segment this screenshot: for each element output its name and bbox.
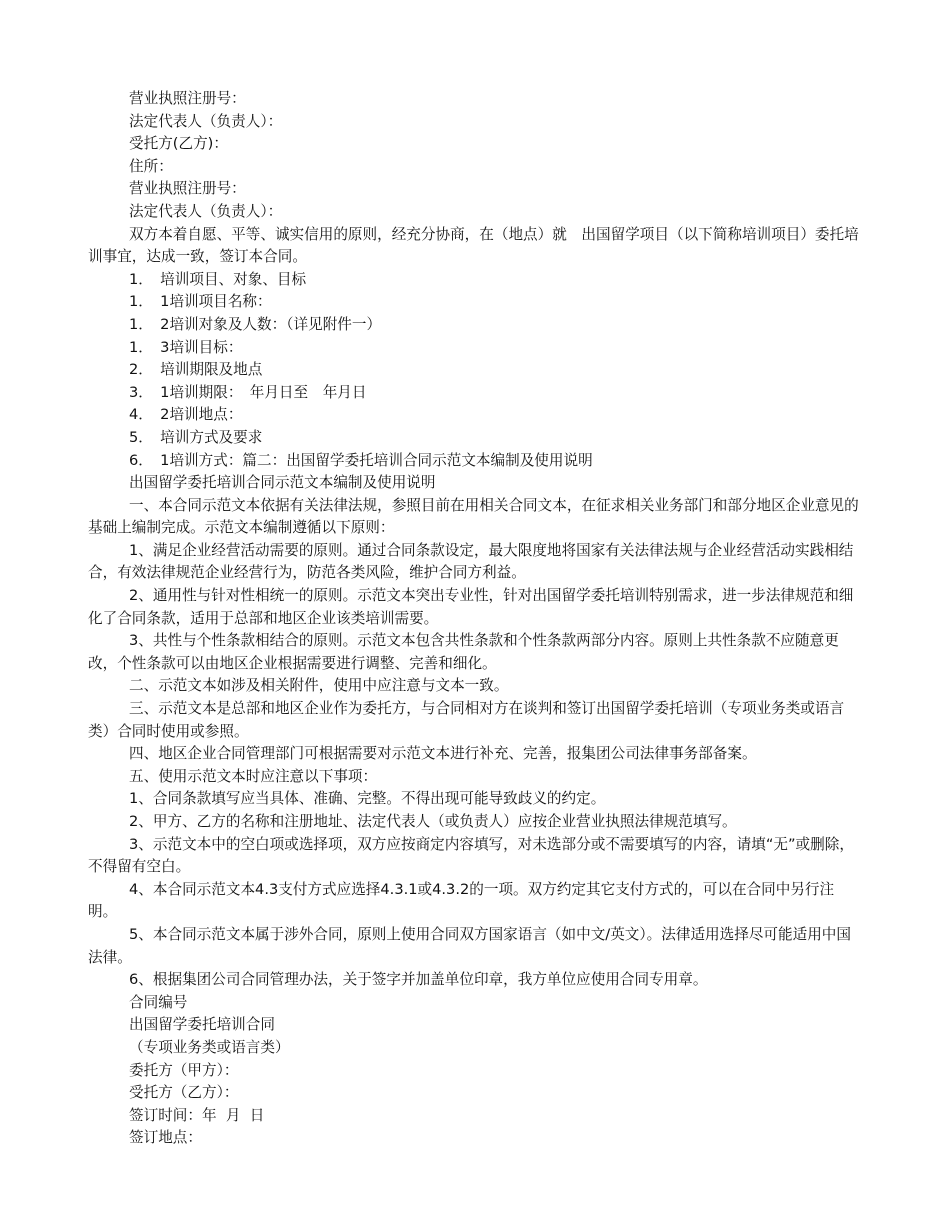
contract-title: 出国留学委托培训合同 — [129, 1016, 275, 1034]
paragraph: 4、本合同示范文本4.3支付方式应选择4.3.1或4.3.2的一项。双方约定其它支付方式的，可以在合同中另行注明。 — [88, 880, 835, 921]
paragraph: 3、示范文本中的空白项或选择项，双方应按商定内容填写，对未选部分或不需要填写的内容，请填“无”或删除，不得留有空白。 — [88, 835, 854, 876]
section-heading: 5． 培训方式及要求 — [129, 428, 263, 446]
paragraph: 二、示范文本如涉及相关附件，使用中应注意与文本一致。 — [129, 677, 509, 695]
text-line: 委托方（甲方）： — [129, 1061, 239, 1079]
section-heading: 2． 培训期限及地点 — [129, 361, 263, 379]
text-line: 1． 3培训目标： — [129, 338, 243, 356]
paragraph: 1、合同条款填写应当具体、准确、完整。不得出现可能导致歧义的约定。 — [129, 790, 606, 808]
contract-number-label: 合同编号 — [129, 993, 188, 1011]
paragraph: 5、本合同示范文本属于涉外合同，原则上使用合同双方国家语言（如中文/英文）。法律适用选择尽可能适用中国法律。 — [88, 925, 852, 966]
text-line: 1． 1培训项目名称： — [129, 293, 272, 311]
document-body — [88, 88, 860, 1150]
text-line: 受托方(乙方)： — [129, 135, 228, 153]
text-line: 营业执照注册号： — [129, 180, 246, 198]
paragraph: 五、使用示范文本时应注意以下事项： — [129, 767, 378, 785]
text-line: 法定代表人（负责人）： — [129, 202, 283, 220]
paragraph: 1、满足企业经营活动需要的原则。通过合同条款设定，最大限度地将国家有关法律法规与企业经营活动实践相结合，有效法律规范企业经营行为，防范各类风险，维护合同方利益。 — [88, 541, 854, 582]
paragraph: 双方本着自愿、平等、诚实信用的原则，经充分协商，在（地点）就 出国留学项目（以下简称培训项目）委托培训事宜，达成一致，签订本合同。 — [88, 225, 859, 266]
text-line: 签订地点： — [129, 1129, 202, 1147]
text-line: 签订时间：年 月 日 — [129, 1106, 265, 1124]
paragraph: 3、共性与个性条款相结合的原则。示范文本包含共性条款和个性条款两部分内容。原则上共性条款不应随意更改，个性条款可以由地区企业根据需要进行调整、完善和细化。 — [88, 632, 839, 672]
paragraph: 6、根据集团公司合同管理办法，关于签字并加盖单位印章，我方单位应使用合同专用章。 — [129, 971, 708, 989]
paragraph: 一、本合同示范文本依据有关法律法规，参照目前在用相关合同文本，在征求相关业务部门和部分地区企业意见的基础上编制完成。示范文本编制遵循以下原则： — [88, 496, 859, 537]
text-line: 3． 1培训期限： 年月日至 年月日 — [129, 383, 367, 401]
text-line: 4． 2培训地点： — [129, 406, 243, 424]
paragraph: 2、通用性与针对性相统一的原则。示范文本突出专业性，针对出国留学委托培训特别需求，进一步法律规范和细化了合同条款，适用于总部和地区企业该类培训需要。 — [88, 587, 854, 627]
text-line: 1． 2培训对象及人数：（详见附件一） — [129, 315, 382, 333]
text-line: 6． 1培训方式：篇二：出国留学委托培训合同示范文本编制及使用说明 — [129, 451, 593, 469]
contract-subtitle: （专项业务类或语言类） — [129, 1038, 290, 1056]
paragraph: 2、甲方、乙方的名称和注册地址、法定代表人（或负责人）应按企业营业执照法律规范填写。 — [129, 813, 737, 830]
section-heading: 1． 培训项目、对象、目标 — [129, 270, 307, 288]
text-line: 法定代表人（负责人）： — [129, 112, 283, 130]
paragraph: 三、示范文本是总部和地区企业作为委托方，与合同相对方在谈判和签订出国留学委托培训（专项业务类或语言类）合同时使用或参照。 — [88, 700, 845, 740]
text-line: 受托方（乙方）： — [129, 1084, 239, 1102]
document-title: 出国留学委托培训合同示范文本编制及使用说明 — [129, 474, 436, 492]
text-line: 营业执照注册号： — [129, 90, 246, 107]
text-line: 住所： — [129, 157, 173, 175]
paragraph: 四、地区企业合同管理部门可根据需要对示范文本进行补充、完善，报集团公司法律事务部备案。 — [129, 745, 757, 763]
